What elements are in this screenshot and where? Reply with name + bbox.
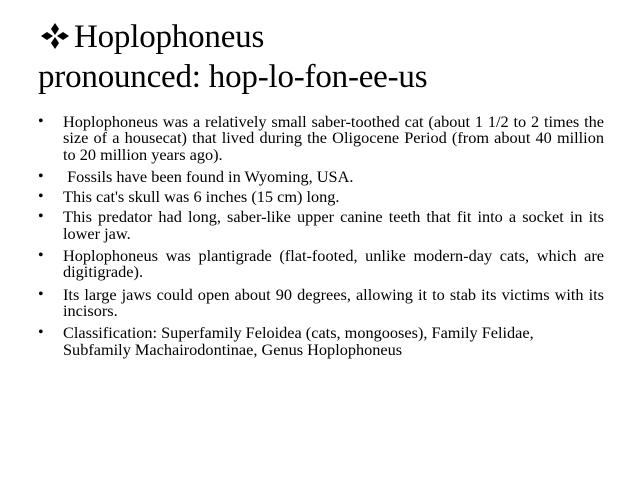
list-item bbox=[38, 114, 604, 163]
bullet-text: Fossils have been found in Wyoming, USA. bbox=[63, 166, 354, 186]
bullet-marker: • bbox=[38, 167, 44, 185]
slide-title bbox=[38, 17, 618, 97]
bullet-marker: • bbox=[38, 285, 44, 303]
bullet-marker: • bbox=[38, 188, 44, 206]
bullet-marker: • bbox=[38, 324, 44, 342]
title-line-1 bbox=[38, 17, 618, 57]
bullet-text: Classification: Superfamily Feloidea (cats, mongooses), Family Felidae, Subfamily Machairodontinae, Genus Hoplophoneus bbox=[63, 323, 534, 359]
list-item bbox=[38, 248, 604, 281]
list-item bbox=[38, 166, 604, 186]
diamond-bullet-icon bbox=[38, 20, 74, 50]
bullet-marker: • bbox=[38, 247, 44, 265]
title-text: Hoplophoneus bbox=[74, 19, 265, 55]
bullet-text: Its large jaws could open about 90 degrees, allowing it to stab its victims with its incisors. bbox=[63, 284, 604, 320]
list-item bbox=[38, 209, 604, 242]
bullet-text: Hoplophoneus was a relatively small saber-toothed cat (about 1 1/2 to 2 times the size of a housecat) that lived during the Oligocene Period (from about 40 million to 20 million years ago). bbox=[63, 112, 604, 164]
bullet-text: Hoplophoneus was plantigrade (flat-footed, unlike modern-day cats, which are digitigrade). bbox=[63, 246, 604, 282]
bullet-text: This predator had long, saber-like upper canine teeth that fit into a socket in its lower jaw. bbox=[63, 207, 604, 243]
title-line-2: pronounced: hop-lo-fon-ee-us bbox=[38, 59, 428, 95]
bullet-marker: • bbox=[38, 208, 44, 226]
bullet-list bbox=[38, 114, 604, 364]
bullet-text: This cat's skull was 6 inches (15 cm) long. bbox=[63, 187, 340, 207]
list-item bbox=[38, 189, 604, 205]
list-item bbox=[38, 325, 604, 358]
bullet-marker: • bbox=[38, 113, 44, 130]
list-item bbox=[38, 284, 604, 320]
